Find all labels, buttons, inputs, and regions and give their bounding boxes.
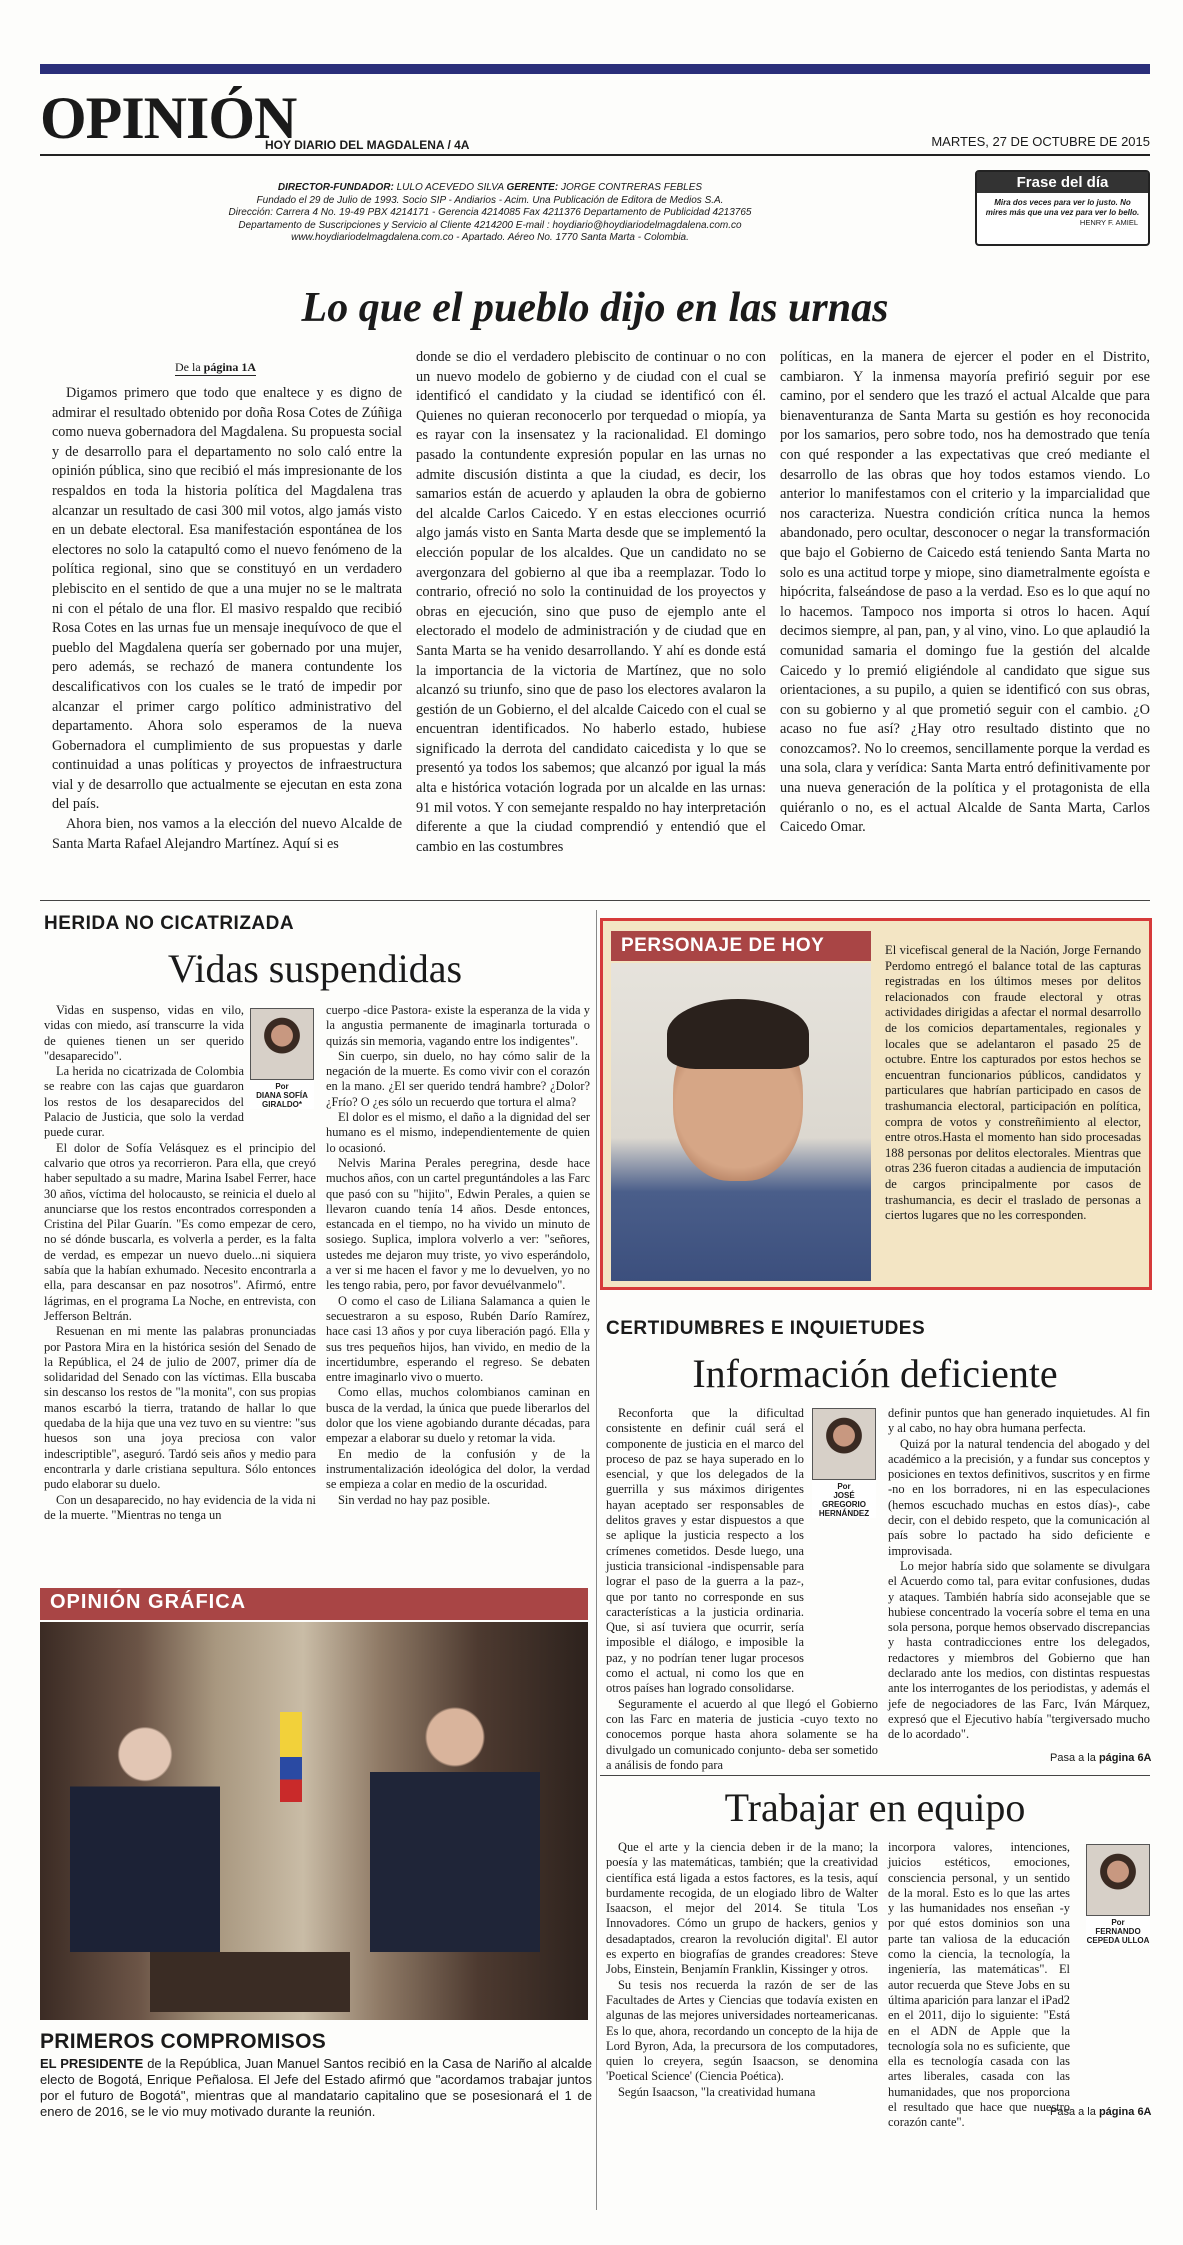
paragraph: incorpora valores, intenciones, juicios estéticos, emociones, consciencia personal, y un sentido de la moral. Esto es lo que las artes y las humanidades nos enseñan -y por qué estos dominios son una parte tan valiosa de la educación como la ciencia, la tecnología, la ingeniería, las matemáticas". El autor recuerda que Steve Jobs en su última aparición para lanzar el iPad2 en el 2011, dijo lo siguiente: "Está en el ADN de Apple que la tecnología sola no es suficiente, que ella es tecnología casada con las artes liberales, casada con las humanidades, que nos proporciona el resultado que hace que nuestro corazón cante". (888, 1840, 1070, 2130)
editorial-headline: Lo que el pueblo dijo en las urnas (301, 285, 889, 331)
personaje-label: PERSONAJE DE HOY (611, 931, 871, 961)
personaje-text: El vicefiscal general de la Nación, Jorge Fernando Perdomo entregó el balance total de las capturas registradas en los últimos meses por delitos relacionados con fraude electoral y otras actividades dirigidas a afectar el normal desarrollo de los comicios departamentales, regionales y locales que se adelantaron el pasado 25 de octubre. Entre los capturados por estos hechos se encuentran funcionarios públicos, candidatos y particulares que habrían participado en casos de trashumancia electoral, participación en política, compra de votos y constreñimiento al elector, entre otros.Hasta el momento han sido procesadas 188 personas por delitos electorales. Mientras que otras 236 fueron citadas a audiencia de imputación de cargos principalmente por casos de trashumancia, es decir el traslado de personas a ciertos lugares que no les corresponden. (885, 943, 1141, 1223)
paragraph: Reconforta que la dificultad consistente en definir cuál será el componente de justicia en el marco del proceso de paz se haya superado en lo esencial, y que los delegados de la guerrilla y sus máximos dirigentes hayan aceptado ser responsables de delitos graves y estar dispuestos a que se aplique la justicia respecto a los crímenes cometidos. Desde luego, una justicia transicional -indispensable para lograr el paso de la guerra a la paz-, que por tanto no corresponde en sus características a la justicia ordinaria. Que, si así tuviera que ocurrir, sería imposible el diálogo, e imposible la paz, y no podrían tener lugar procesos como el actual, ni como los que en otros países han logrado consolidarse. (606, 1406, 804, 1696)
continued-prefix: Pasa a la (1050, 2106, 1096, 2118)
section-divider (600, 1775, 1150, 1776)
manager-name: JORGE CONTRERAS FEBLES (560, 182, 703, 193)
paragraph: En medio de la confusión y de la instrumentalización ideológica del dolor, la verdad se empieza a colar en medio de la oscuridad. (326, 1446, 590, 1492)
address-line: Dirección: Carrera 4 No. 19-49 PBX 4214171 - Gerencia 4214085 Fax 4211376 Departamento de Publicidad 4213765 (228, 207, 752, 218)
paragraph: Resuenan en mi mente las palabras pronunciadas por Pastora Mira en la histórica sesión del Senado de la República, el 24 de julio de 2007, primer día de solidaridad del Senado con las víctimas. Ella buscaba sin descanso los restos de "la monita", con sus propias manos escarbó la tierra, tratando de hallar lo que quedaba de la hija que una vez tuvo en su vientre: "sus huesos son una joya preciosa con valor indescriptible", aseguró. Tardó seis años y medio para encontrarla y darle cristiana sepultura. Sólo entonces pudo elaborar su duelo. (44, 1324, 316, 1492)
certidumbres-section-header: CERTIDUMBRES E INQUIETUDES (606, 1318, 926, 1339)
certidumbres-title: Información deficiente (692, 1351, 1058, 1396)
credits-block (170, 182, 810, 245)
paragraph: Según Isaacson, "la creatividad humana (618, 2084, 816, 2099)
top-color-bar (40, 64, 1150, 74)
paragraph: La herida no cicatrizada de Colombia se reabre con las cajas que guardaron los restos de los desaparecidos del Palacio de Justicia, que solo la verdad puede curar. (44, 1064, 244, 1140)
herida-column-2 (326, 1003, 590, 1508)
editorial-continued-prefix: De la (175, 360, 201, 374)
certidumbres-column-2 (888, 1406, 1150, 1743)
paragraph: El dolor de Sofía Velásquez es el principio del calvario que otros ya recorrieron. Para ella, que creyó haber sepultado a su madre, Marina Isabel Ferrer, hace 30 años, víctima del holocausto, se reinicia el duelo al anunciarse que los restos encontrados corresponden a Cristina del Pilar Guarín. "Es como empezar de cero, no sé dónde buscarla, es volverla a perder, es la falta de verdad, es empezar un nuevo duelo...ni siquiera sabía que la habían exhumado. Necesito encontrarla a ella, para descansar en paz nosotros". Afirmó, entre lágrimas, en el programa La Noche, en entrevista, con Jefferson Beltrán. (44, 1140, 316, 1323)
paragraph: Sin cuerpo, sin duelo, no hay cómo salir de la negación de la muerte. Es como vivir con el corazón en la mano. ¿El ser querido tendrá hambre? ¿Dolor? ¿Frío? O ¿es sólo un recuerdo que tortura el alma? (326, 1048, 590, 1109)
column-divider (596, 910, 597, 2210)
paragraph: Lo mejor habría sido que solamente se divulgara el Acuerdo como tal, para evitar confusiones, dudas y ataques. También habría sido aconsejable que se hubiese concentrado la vocería sobre el tema en una sola persona, porque hemos observado discrepancias y hasta contradicciones entre los delegados, redactores y miembros del Gobierno que han declarado ante los medios, con distintas respuestas ante los interrogantes de los periodistas, y además el jefe de negociadores de las Farc, Iván Márquez, expresó que el Ejecutivo había "tergiversado mucho de lo acordado". (888, 1558, 1150, 1742)
author-name: FERNANDO CEPEDA ULLOA (1086, 1927, 1150, 1945)
paragraph: donde se dio el verdadero plebiscito de continuar o no con un nuevo modelo de gobierno y de ciudad con el cual se identificó el candidato y la ciudad se identificó con él. Quienes no quieran reconocerlo por terquedad o miopía, ya es rayar con la insensatez y la racionalidad. El domingo pasado la contundente expresión popular en las urnas no admite discusión distinta a que la ciudad, es decir, los samarios están de acuerdo y aplauden la obra de gobierno del alcalde Carlos Caicedo. Y en estas elecciones ocurrió algo jamás visto en Santa Marta desde que se implementó la elección popular de los alcaldes. Que un candidato no se avergonzara del gobierno al que iba a reemplazar. Todo lo contrario, ofreció no solo la continuidad de los proyectos y obras en ejecución, sino que puso de ejemplo ante el electorado el modelo de administración y de ciudad que en Santa Marta se ha venido desarrollando. Y ahí es donde está la importancia de la victoria de Martínez, que no solo alcanzó su triunfo, sino que de paso los electores avalaron la gestión de un Gobierno, el del alcalde Caicedo con el cual se encuentran identificados. No haberlo estado, hubiese significado la derrota del candidato caicedista y lo que se presentó ya todos los sabemos; que alcanzó por igual la más alta e histórica votación lograda por un alcalde en las urnas: 91 mil votos. Y con semejante respaldo no hay interpretación diferente a que la ciudad comprendió y entendió que el cambio en las costumbres (416, 349, 766, 855)
continued-page: página 6A (1098, 2106, 1152, 2118)
editorial-column-2 (416, 348, 766, 857)
paragraph: Su tesis nos recuerda la razón de ser de las Facultades de Artes y Ciencias que todavía existen en algunas de las mejores universidades norteamericanas. Es lo que, ahora, recordando un concepto de la hija de Lord Byron, Ada, la precursora de los computadores, quien lo creyera, según Isaacson, se denomina 'Poetical Science' (Ciencia Poética). (606, 1977, 878, 2084)
photo-hair (667, 999, 809, 1069)
personaje-de-hoy-box (600, 918, 1152, 1290)
paragraph: El dolor es el mismo, el daño a la dignidad del ser humano es el mismo, independientemente de quien lo ocasionó. (326, 1110, 590, 1155)
certidumbres-continued[interactable] (1050, 1752, 1152, 1764)
masthead (40, 84, 1150, 156)
author-photo (812, 1408, 876, 1480)
photo-caption-title: PRIMEROS COMPROMISOS (40, 2030, 327, 2053)
section-title: OPINIÓN (40, 85, 297, 151)
caption-lead: EL PRESIDENTE (40, 2056, 144, 2071)
author-prefix: Por (275, 1082, 289, 1091)
continued-prefix: Pasa a la (1050, 1752, 1096, 1764)
paragraph: Vidas en suspenso, vidas en vilo, vidas con miedo, así transcurre la vida de quienes tienen un ser querido "desaparecido". (44, 1003, 244, 1063)
herida-title: Vidas suspendidas (167, 946, 463, 991)
trabajar-column-1 (606, 1840, 878, 2100)
paragraph: definir puntos que han generado inquietudes. Al fin y al cabo, no hay obra humana perfecta. (888, 1406, 1150, 1436)
author-name: JOSÉ GREGORIO HERNÁNDEZ (818, 1491, 870, 1518)
paragraph: políticas, en la manera de ejercer el poder en el Distrito, cambiaron. Y la inmensa mayoría prefirió seguir por ese camino, por el sendero que les trazó el actual Alcalde que para bienaventuranza de Santa Marta su gestión es hoy reconocida por los samarios, pero sobre todo, nos ha demostrado que tenía con qué responder a las expectativas que creó mediante el desarrollo de las obras que hoy todos estamos viendo. Lo anterior lo manifestamos con el criterio y la imparcialidad que nos caracteriza. Nuestra condición crítica nunca la hemos abandonado, pero ocultar, desconocer o negar la transformación que bajo el Gobierno de Caicedo está teniendo Santa Marta no solo es una actitud torpe y miope, sino diametralmente egoísta e hipócrita, falseándose de paso a la verdad. Eso es lo que aquí no lo hacemos. Tampoco nos importa si otros lo hacen. Aquí decimos siempre, al pan, pan, y al vino, vino. Lo que aplaudió la comunidad samaria el domingo fue la gestión del alcalde Caicedo y lo premió eligiéndole al candidato que sigue sus orientaciones, a su pupilo, a quien se identificó con sus obras, con su gobierno y al que prometió seguir con el cambio. ¿O acaso no fue así? ¿Hay otro resultado distinto que no conozcamos?. No lo creemos, sencillamente porque la verdad es una sola, clara y verídica: Santa Marta entró definitivamente por una nueva generación de la política y el protagonista de ella quiéranlo o no, es el actual Alcalde de Santa Marta, Carlos Caicedo Omar. (780, 349, 1150, 836)
personaje-photo (611, 963, 871, 1281)
photo-table (150, 1952, 350, 2012)
website-line: www.hoydiariodelmagdalena.com.co - Apartado. Aéreo No. 1770 Santa Marta - Colombia. (291, 232, 689, 243)
section-divider (40, 900, 1150, 901)
paragraph: Ahora bien, nos vamos a la elección del nuevo Alcalde de Santa Marta Rafael Alejandro Martínez. Aquí si es (52, 816, 402, 852)
author-photo (250, 1008, 314, 1080)
trabajar-title: Trabajar en equipo (724, 1785, 1026, 1830)
editorial-continued-page: página 1A (203, 360, 257, 374)
photo-person-left (70, 1722, 220, 1952)
editorial-column-3 (780, 348, 1150, 838)
paragraph: Digamos primero que todo que enaltece y es digno de admirar el resultado obtenido por doña Rosa Cotes de Zúñiga como nueva gobernadora del Magdalena. Su propuesta social y de desarrollo para el departamento no solo caló entre la opinión pública, sino que recibió el más impresionante de los respaldos en toda la historia política del Magdalena tras alcanzar un resultado de casi 300 mil votos, algo jamás visto en un debate electoral. Esa manifestación espontánea de los electores no solo la catapultó como el nuevo fenómeno de la política regional, sino que se constituyó en un verdadero plebiscito en el sentido de que a una mujer no se le maltrata ni con el pétalo de una flor. El masivo respaldo que recibió Rosa Cotes en las urnas fue un mensaje inequívoco de que el pueblo del Magdalena quería ser gobernado por una mujer, pero además, se rechazó de manera contundente los descalificativos con los cuales se le trató de impedir por alcanzar el primer cargo político administrativo del departamento. Ahora solo esperamos de la nueva Gobernadora el cumplimiento de sus propuestas y darle continuidad a unas políticas y proyectos de infraestructura vial y de desarrollo que actualmente se ejecutan en esta zona del país. (52, 385, 402, 813)
paragraph: Con un desaparecido, no hay evidencia de la vida ni de la muerte. "Mientras no tenga un (44, 1492, 316, 1522)
director-name: LULO ACEVEDO SILVA (396, 182, 504, 193)
subscriptions-line: Departamento de Suscripciones y Servicio al Cliente 4214200 E-mail : hoydiario@hoydiariodelmagdalena.com.co (238, 219, 742, 231)
quote-text: Mira dos veces para ver lo justo. No mires más que una vez para ver lo bello. (985, 198, 1140, 217)
paragraph: Sin verdad no hay paz posible. (338, 1492, 491, 1507)
editorial-continued (175, 360, 256, 376)
founding-line: Fundado el 29 de Julio de 1993. Socio SIP - Andiarios - Acim. Una Publicación de Editora de Medios S.A. (256, 194, 724, 206)
continued-page: página 6A (1098, 1752, 1152, 1764)
author-prefix: Por (837, 1482, 851, 1491)
trabajar-author-portrait (1086, 1844, 1150, 1945)
author-photo (1086, 1844, 1150, 1916)
quote-of-the-day (975, 170, 1150, 246)
paragraph: Como ellas, muchos colombianos caminan en busca de la verdad, la única que puede liberarlos del dolor que los viene agobiando durante décadas, para empezar a elaborar su duelo y retomar la vida. (326, 1385, 590, 1446)
director-label: DIRECTOR-FUNDADOR: (277, 182, 394, 193)
certidumbres-author-portrait (812, 1408, 876, 1518)
photo-caption (40, 2056, 592, 2120)
herida-author-portrait (250, 1008, 314, 1109)
photo-flag (280, 1712, 302, 1802)
author-name: DIANA SOFÍA GIRALDO* (256, 1091, 308, 1109)
paragraph: Quizá por la natural tendencia del abogado y del académico a la precisión, y a fundar sus conceptos y posiciones en textos definitivos, suscritos y en firme -no en los borradores, ni en las especulaciones (hemos escuchado muchas en estos días)-, cabe decir, con el debido respeto, que la comunicación al país sobre lo pactado ha sido deficiente e improvisada. (888, 1436, 1150, 1558)
paragraph: Nelvis Marina Perales peregrina, desde hace muchos años, con un cartel preguntándoles a las Farc que pasó con su "hijito", Edwin Perales, a quien se llevaron cuando tenía 14 años. Desde entonces, estancada en el tiempo, no ha vivido un minuto de sosiego. Suplica, implora volverlo a ver: "señores, ustedes me dejaron muy triste, yo vivo esperándolo, a ver si me hacen el favor y me lo devuelven, yo no les tengo rabia, pero, por favor devuélvanmelo". (326, 1155, 590, 1293)
herida-section-header: HERIDA NO CICATRIZADA (44, 913, 295, 934)
editorial-column-1 (52, 384, 402, 854)
paragraph: O como el caso de Liliana Salamanca a quien le secuestraron a su esposo, Rubén Darío Ramírez, hace casi 13 años y por cuya liberación pagó. Ella y sus tres pequeños hijos, han vivido, en medio de la incertidumbre, esperando el regreso. Se debaten entre imaginarlo vivo o muerto. (326, 1293, 590, 1385)
issue-date: MARTES, 27 DE OCTUBRE DE 2015 (931, 134, 1150, 149)
author-prefix: Por (1111, 1918, 1125, 1927)
manager-label: GERENTE: (506, 182, 559, 193)
paper-name: HOY DIARIO DEL MAGDALENA / 4A (265, 138, 470, 152)
caption-body: de la República, Juan Manuel Santos recibió en la Casa de Nariño al alcalde electo de Bogotá, Enrique Peñalosa. El Jefe del Estado afirmó que "acordamos trabajar juntos por el futuro de Bogotá", mientras que al mandatario capitalino que se posesionará el 1 de enero de 2016, se le vio muy motivado durante la reunión. (40, 2056, 592, 2119)
opinion-grafica-label: OPINIÓN GRÁFICA (40, 1588, 588, 1620)
paragraph: Seguramente el acuerdo al que llegó el Gobierno con las Farc en materia de justicia -cuyo texto no conocemos porque hasta ahora solamente se ha divulgado un comunicado conjunto- deba ser sometido a análisis de fondo para (606, 1696, 878, 1772)
quote-author: HENRY F. AMIEL (1079, 218, 1138, 227)
quote-title: Frase del día (977, 172, 1148, 193)
opinion-grafica-photo (40, 1622, 588, 2020)
photo-person-right (370, 1702, 540, 1952)
paragraph: Que el arte y la ciencia deben ir de la mano; la poesía y las matemáticas, también; que la creatividad científica está ligada a estos factores, es la tesis, aquí burdamente recogida, de un elogiado libro de Walter Isaacson, el mejor del 2014. Se titula 'Los Innovadores. Cómo un grupo de hackers, genios y desadaptados, crearon la revolución digital'. El autor es experto en biografías de grandes creadores: Steve Jobs, Einstein, Benjamín Franklin, Kissinger y otros. (606, 1840, 878, 1977)
trabajar-continued[interactable] (1050, 2106, 1152, 2118)
paragraph: cuerpo -dice Pastora- existe la esperanza de la vida y la angustia permanente de imaginarla torturada o quizás sin memoria, vagando entre los indigentes". (326, 1003, 590, 1048)
